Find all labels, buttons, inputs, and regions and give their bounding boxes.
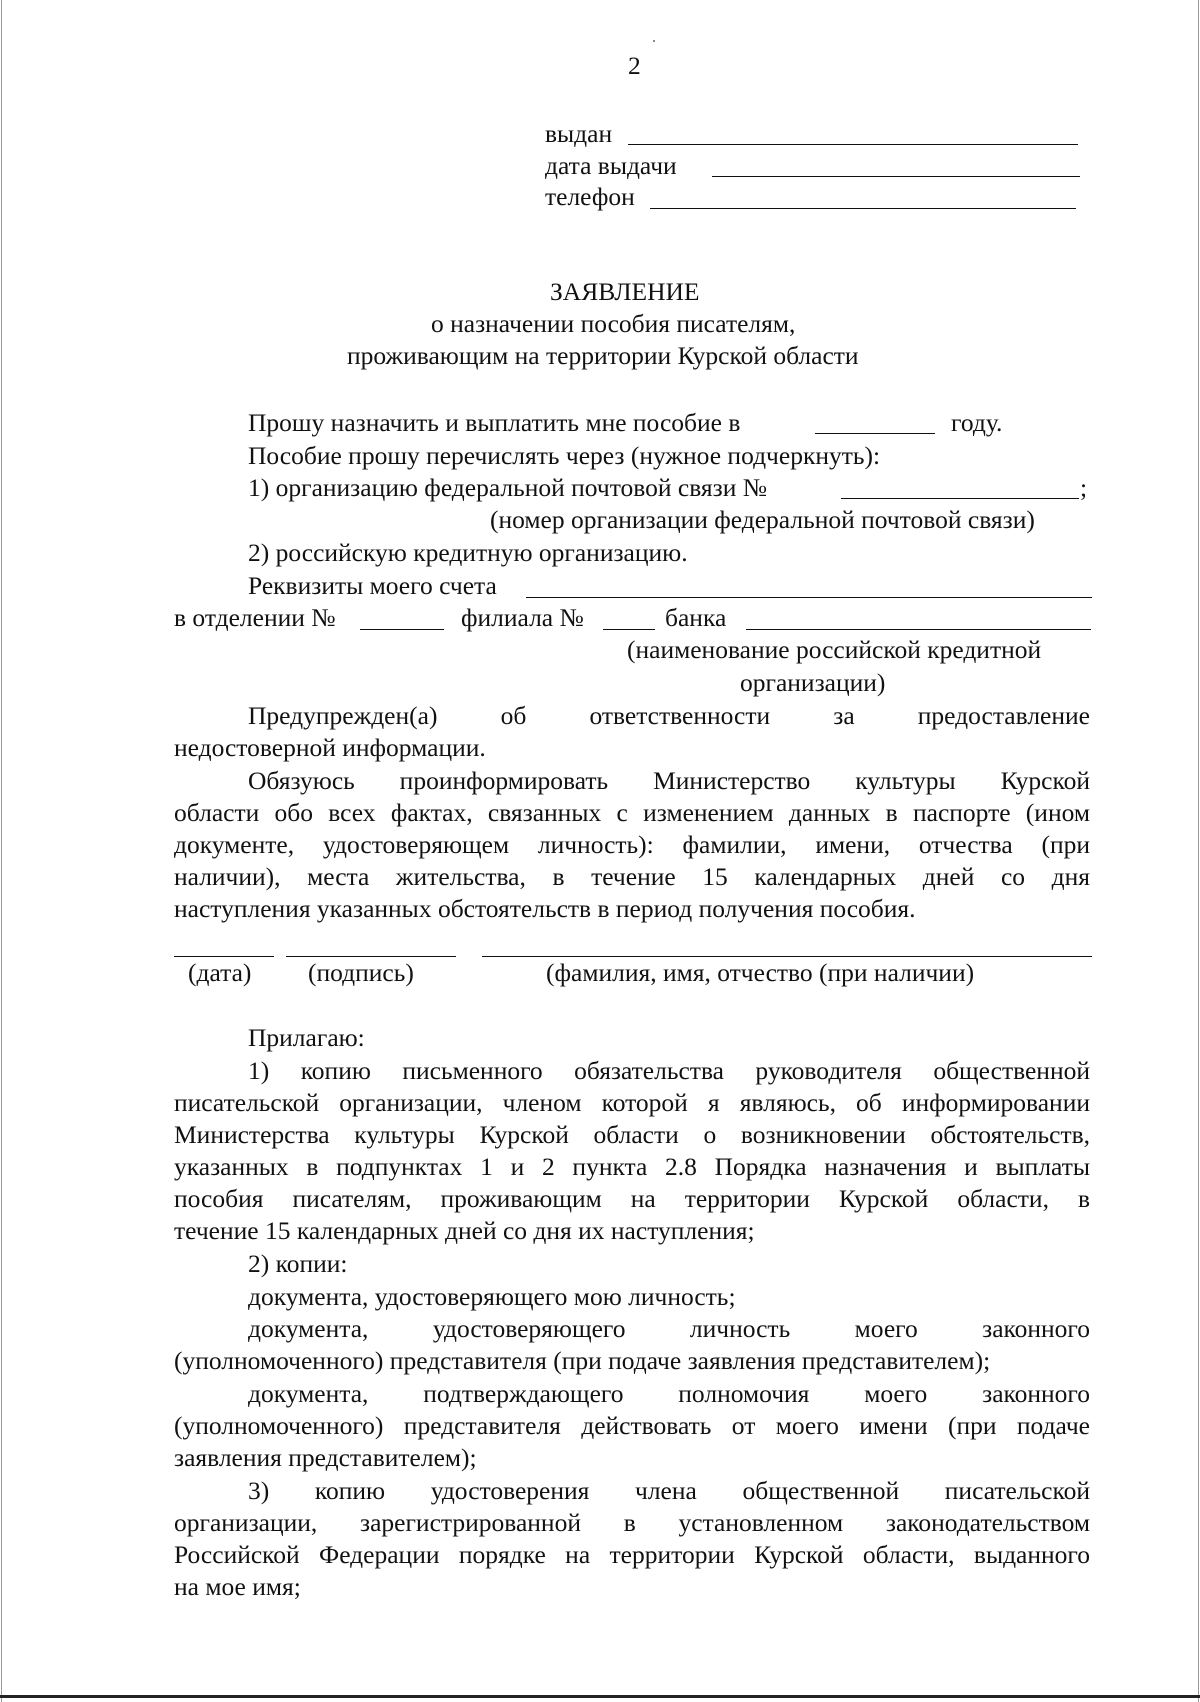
attach-word: копию [314, 1476, 386, 1505]
bank-caption-2: организации) [740, 668, 886, 697]
warning-word: об [500, 701, 527, 730]
attach-3-line-2: организации, зарегистрированной в установленном законодательством [174, 1508, 1090, 1537]
post-number-caption: (номер организации федеральной почтовой связи) [490, 505, 1035, 534]
obligation-line-1: Обязуюсь проинформировать Министерство культуры Курской [248, 766, 1090, 795]
attach-1-line-1: 1) копию письменного обязательства руководителя общественной [248, 1056, 1090, 1085]
branch-blank [360, 629, 444, 630]
obligation-line-4: наличии), места жительства, в течение 15 календарных дней со дня [174, 862, 1090, 891]
request-line-end: году. [951, 408, 1003, 437]
warning-word: Предупрежден(а) [248, 701, 438, 730]
obligation-line-3: документе, удостоверяющем личность): фамилии, имени, отчества (при [174, 830, 1090, 859]
issued-label: выдан [545, 119, 613, 148]
option-post: 1) организацию федеральной почтовой связи № [248, 473, 768, 502]
option-bank: 2) российскую кредитную организацию. [248, 538, 688, 567]
bank-caption-1: (наименование российской кредитной [627, 635, 1042, 664]
name-caption: (фамилия, имя, отчество (при наличии) [546, 958, 975, 987]
attach-3-line-1 [248, 1475, 1090, 1507]
issued-blank [628, 144, 1078, 145]
attach-1-line-3: Министерства культуры Курской области о возникновении обстоятельств, [174, 1120, 1090, 1149]
filial-label: филиала № [461, 603, 584, 632]
attach-word: полномочия [678, 1379, 810, 1408]
attach-word: удостоверения [430, 1476, 590, 1505]
attach-word: общественной [742, 1476, 900, 1505]
account-label: Реквизиты моего счета [248, 571, 497, 600]
attach-3-line-3: Российской Федерации порядке на территории Курской области, выданного [174, 1540, 1090, 1569]
attach-word: члена [635, 1476, 697, 1505]
scan-edge-left [1, 0, 2, 1702]
phone-label: телефон [545, 182, 635, 211]
warning-word: за [833, 701, 855, 730]
attach-1-line-5: пособия писателям, проживающим на территории Курской области, в [174, 1184, 1090, 1213]
post-number-blank [841, 498, 1079, 499]
attach-word: подтверждающего [423, 1379, 624, 1408]
scan-speck [653, 40, 655, 42]
attach-word: писательской [944, 1476, 1090, 1505]
attach-heading: Прилагаю: [248, 1023, 365, 1052]
attach-2-item-3-line-2: (уполномоченного) представителя действовать от моего имени (при подаче [174, 1411, 1090, 1440]
attach-word: документа, [248, 1379, 369, 1408]
attach-1-line-6: течение 15 календарных дней со дня их наступления; [174, 1216, 755, 1245]
attach-word: 3) [248, 1476, 270, 1505]
issue-date-blank [712, 176, 1080, 177]
option-post-end: ; [1080, 473, 1088, 502]
attach-2-item-2-line-2: (уполномоченного) представителя (при подаче заявления представителем); [174, 1346, 991, 1375]
attach-word: законного [982, 1379, 1090, 1408]
bank-blank [746, 629, 1091, 630]
warning-word: предоставление [917, 701, 1090, 730]
document-title: ЗАЯВЛЕНИЕ [550, 277, 700, 306]
branch-label: в отделении № [174, 603, 336, 632]
warning-line-1 [248, 700, 1090, 732]
attach-3-line-4: на мое имя; [174, 1572, 301, 1601]
sign-caption: (подпись) [308, 958, 414, 987]
attach-1-line-2: писательской организации, членом которой я являюсь, об информировании [174, 1088, 1090, 1117]
warning-word: ответственности [589, 701, 771, 730]
obligation-line-2: области обо всех фактах, связанных с изменением данных в паспорте (ином [174, 798, 1090, 827]
scan-edge-right [1198, 0, 1199, 1702]
attach-word: законного [982, 1314, 1090, 1343]
attach-2-item-3-line-1 [248, 1378, 1090, 1410]
attach-2-item-2-line-1 [248, 1313, 1090, 1345]
attach-word: документа, [248, 1314, 369, 1343]
document-subtitle-2: проживающим на территории Курской области [347, 341, 859, 370]
attach-2-item-1: документа, удостоверяющего мою личность; [248, 1282, 736, 1311]
attach-2-heading: 2) копии: [248, 1249, 348, 1278]
attach-1-line-4: указанных в подпунктах 1 и 2 пункта 2.8 Порядка назначения и выплаты [174, 1152, 1090, 1181]
account-blank [526, 597, 1092, 598]
document-subtitle-1: о назначении пособия писателям, [431, 309, 796, 338]
issue-date-label: дата выдачи [545, 151, 677, 180]
transfer-line: Пособие прошу перечислять через (нужное подчеркнуть): [248, 441, 881, 470]
attach-word: удостоверяющего [432, 1314, 626, 1343]
warning-line-2: недостоверной информации. [174, 733, 486, 762]
attach-word: личность [689, 1314, 791, 1343]
scan-edge-bottom [0, 1695, 1200, 1698]
obligation-line-5: наступления указанных обстоятельств в период получения пособия. [174, 894, 916, 923]
page-number: 2 [628, 51, 641, 80]
phone-blank [650, 208, 1076, 209]
attach-2-item-3-line-3: заявления представителем); [174, 1443, 477, 1472]
date-caption: (дата) [188, 958, 252, 987]
attach-word: моего [864, 1379, 928, 1408]
bank-label: банка [665, 603, 727, 632]
year-blank [815, 433, 935, 434]
request-line-start: Прошу назначить и выплатить мне пособие в [248, 408, 741, 437]
attach-word: моего [854, 1314, 918, 1343]
filial-blank [603, 629, 655, 630]
